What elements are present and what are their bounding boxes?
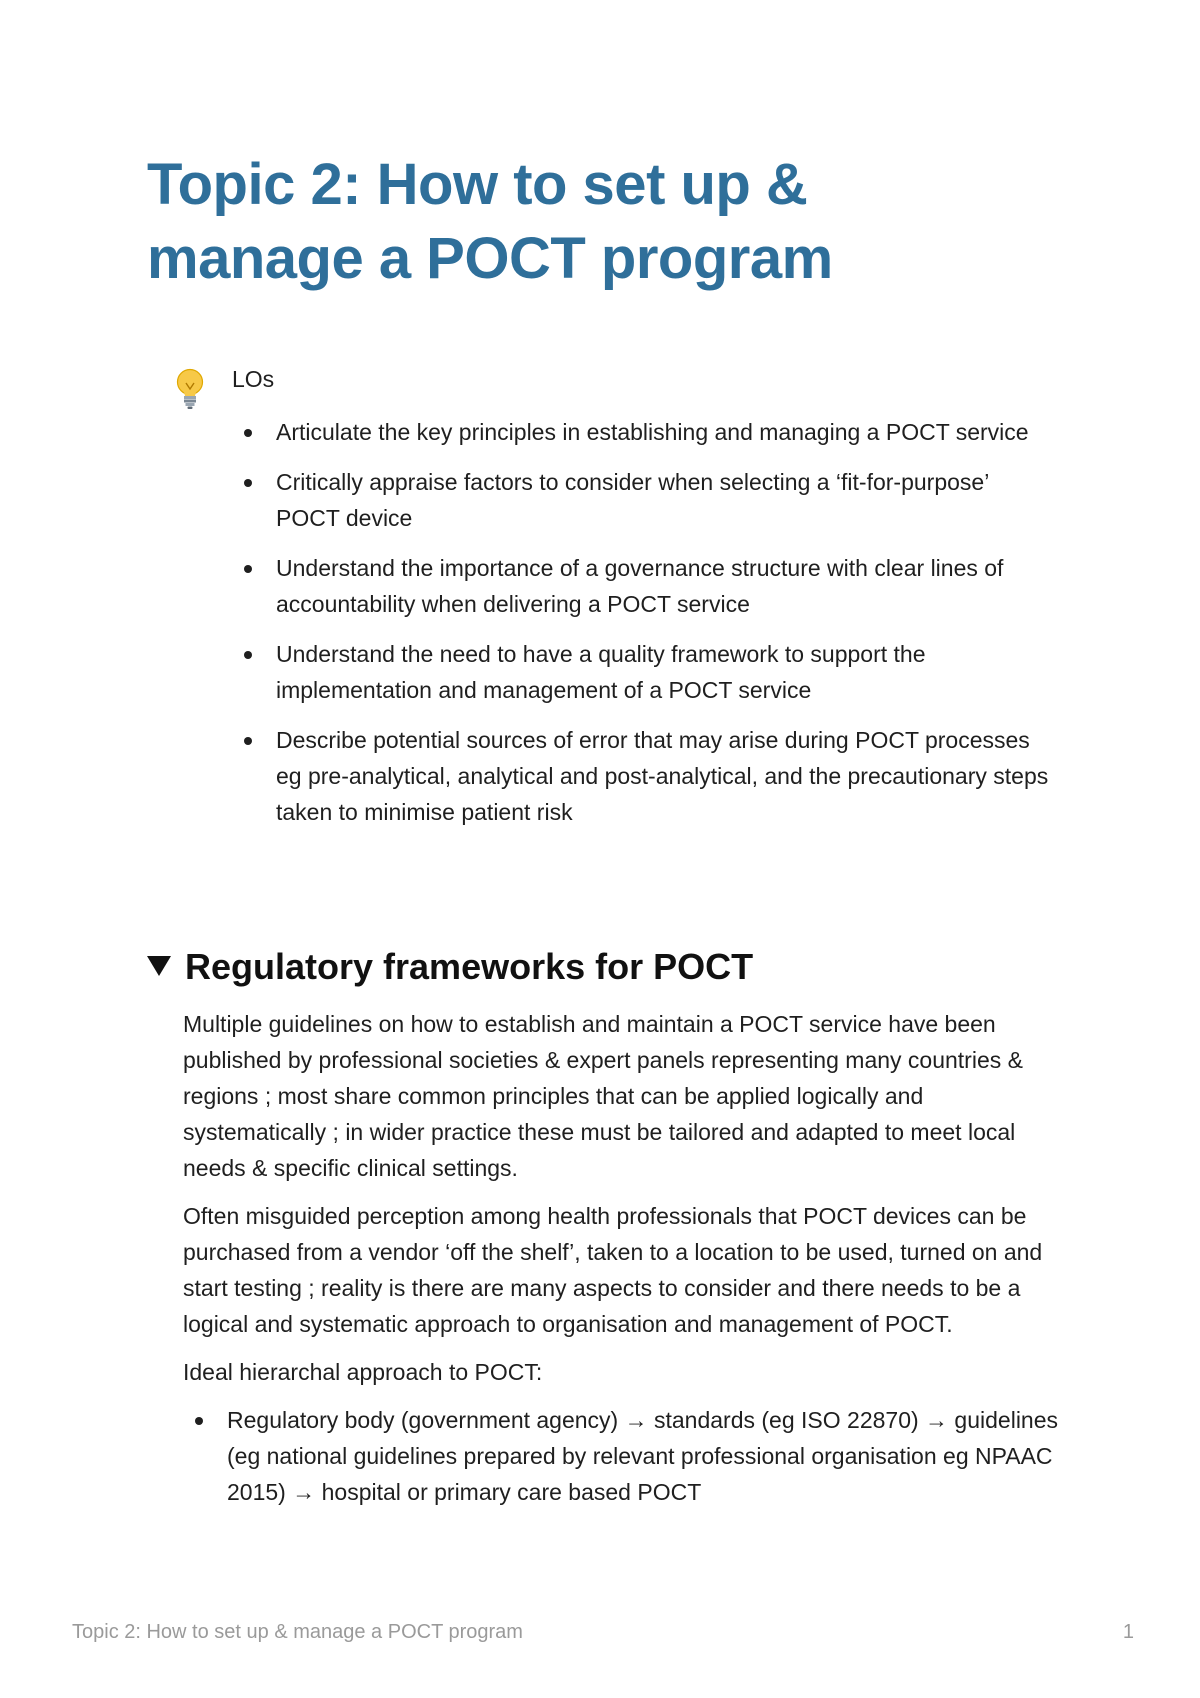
learning-outcomes-list <box>232 414 1052 844</box>
regulatory-frameworks-section <box>147 942 1067 1505</box>
hierarchy-list <box>183 1402 1063 1510</box>
list-item: Regulatory body (government agency) → standards (eg ISO 22870) → guidelines (eg national guidelines prepared by relevant professional organisation eg NPAAC 2015) → hospital or primary care based POCT <box>183 1402 1063 1510</box>
list-item: Articulate the key principles in establishing and managing a POCT service <box>232 414 1052 450</box>
triangle-down-icon[interactable] <box>147 956 171 976</box>
page-title: Topic 2: How to set up & manage a POCT program <box>147 152 833 291</box>
section-toggle-header[interactable] <box>147 942 1067 992</box>
list-item: Describe potential sources of error that may arise during POCT processes eg pre-analytical, analytical and post-analytical, and the precautionary steps taken to minimise patient risk <box>232 722 1052 830</box>
list-item: Understand the need to have a quality framework to support the implementation and management of a POCT service <box>232 636 1052 708</box>
list-item: Critically appraise factors to consider when selecting a ‘fit-for-purpose’ POCT device <box>232 464 1052 536</box>
lightbulb-icon <box>172 367 208 411</box>
section-body <box>183 1006 1063 1524</box>
page-number: 1 <box>1122 1621 1134 1643</box>
paragraph: Ideal hierarchal approach to POCT: <box>183 1359 543 1385</box>
section-heading: Regulatory frameworks for POCT <box>185 946 754 987</box>
paragraph: Often misguided perception among health professionals that POCT devices can be purchased from a vendor ‘off the shelf’, taken to a location to be used, turned on and start testing ; reality is there are many aspects to consider and there needs to be a logical and systematic approach to organisation and management of POCT. <box>183 1203 1043 1337</box>
callout-heading: LOs <box>232 366 275 392</box>
list-item: Understand the importance of a governance structure with clear lines of accountability when delivering a POCT service <box>232 550 1052 622</box>
footer-title: Topic 2: How to set up & manage a POCT program <box>72 1621 523 1643</box>
paragraph: Multiple guidelines on how to establish and maintain a POCT service have been published by professional societies & expert panels representing many countries & regions ; most share common principles that can be applied logically and systematically ; in wider practice these must be tailored and adapted to meet local needs & specific clinical settings. <box>183 1011 1023 1181</box>
